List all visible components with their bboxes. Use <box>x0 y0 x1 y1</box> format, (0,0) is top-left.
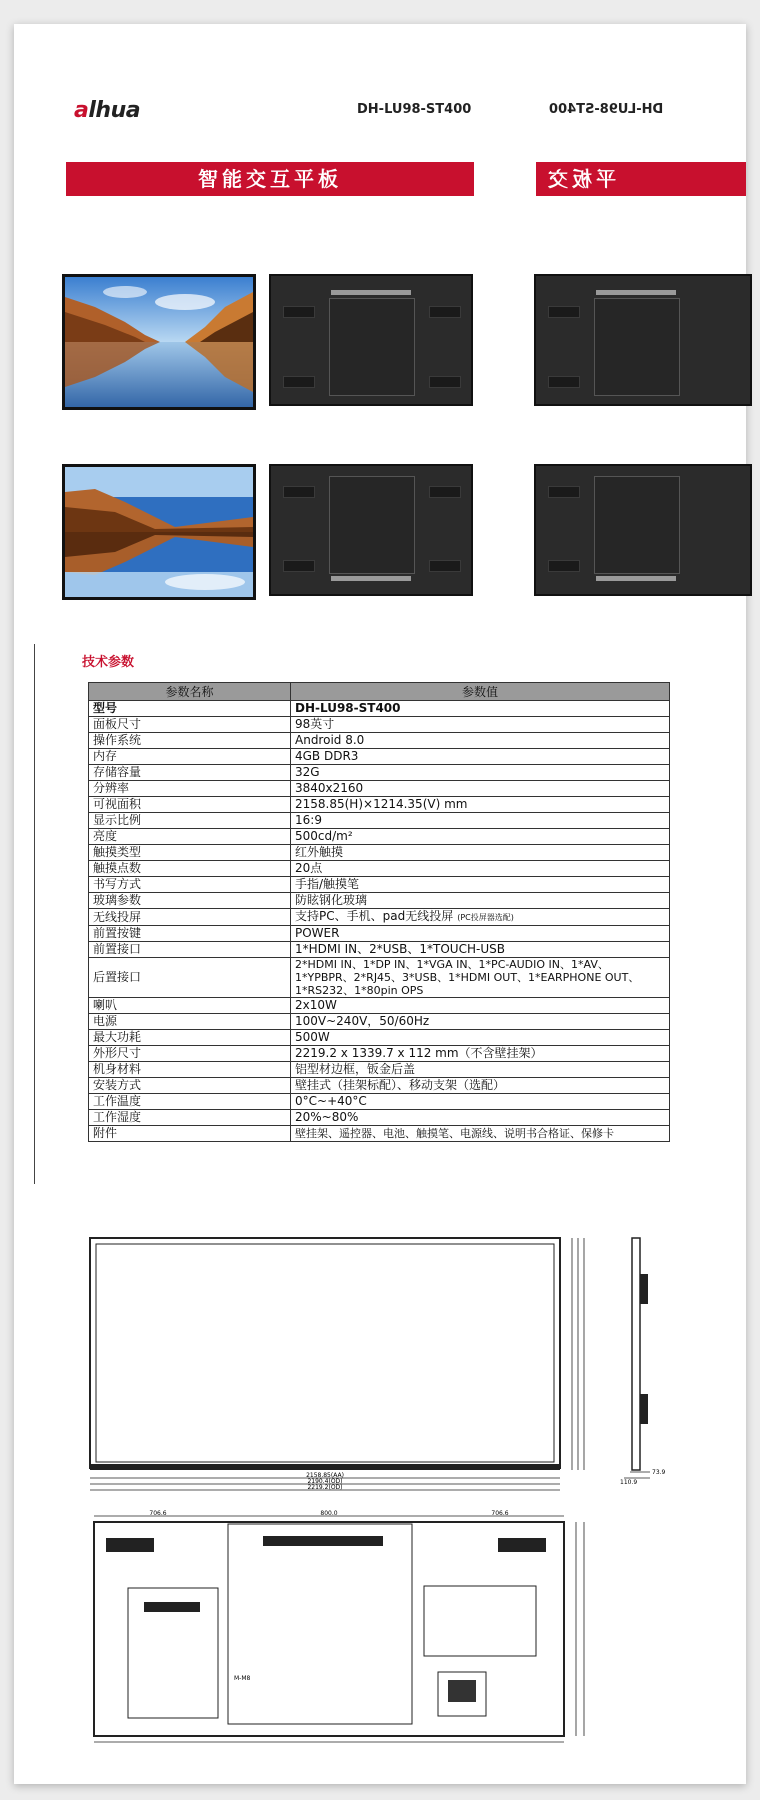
back-view-photo-mirrored-1 <box>534 274 752 406</box>
spec-row <box>89 877 670 893</box>
spec-param-value <box>291 893 670 909</box>
spec-row <box>89 1046 670 1062</box>
spec-param-value <box>291 701 670 717</box>
spec-param-value-text: 20%~80% <box>295 1110 359 1124</box>
spec-param-value-text: 100V~240V，50/60Hz <box>295 1014 430 1028</box>
spec-row <box>89 1110 670 1126</box>
spec-param-value <box>291 797 670 813</box>
spec-param-value <box>291 749 670 765</box>
back-top-dim-1: 706.6 <box>149 1510 167 1517</box>
back-view-photo-2 <box>269 464 473 596</box>
spec-table <box>88 682 670 1142</box>
spec-row <box>89 717 670 733</box>
spec-param-value-text: 防眩钢化玻璃 <box>295 893 368 907</box>
spec-param-value <box>291 942 670 958</box>
spec-param-name: 电源 <box>89 1014 291 1030</box>
back-view-photo-1 <box>269 274 473 406</box>
spec-param-value <box>291 861 670 877</box>
back-label: M-M8 <box>234 1675 251 1682</box>
spec-param-value <box>291 926 670 942</box>
back-top-dim-3: 706.6 <box>491 1510 509 1517</box>
spec-row <box>89 893 670 909</box>
spec-param-name: 无线投屏 <box>89 909 291 926</box>
spec-param-name: 后置接口 <box>89 958 291 998</box>
model-title: DH-LU98-ST400 <box>357 102 472 117</box>
spec-row <box>89 829 670 845</box>
spec-param-name: 机身材料 <box>89 1062 291 1078</box>
datasheet-page <box>14 24 746 1784</box>
lake-reflection-image <box>65 467 253 597</box>
spec-row <box>89 1094 670 1110</box>
spec-param-value-text: 2x10W <box>295 998 337 1012</box>
back-vent <box>548 306 580 318</box>
back-top-strip <box>331 290 411 295</box>
back-top-strip <box>596 290 676 295</box>
spec-param-value <box>291 998 670 1014</box>
spec-param-value-text: 1*HDMI IN、2*USB、1*TOUCH-USB <box>295 942 505 956</box>
spec-param-value <box>291 765 670 781</box>
spec-param-value-text: 32G <box>295 765 320 779</box>
col-header-name: 参数名称 <box>89 683 291 701</box>
spec-param-name: 内存 <box>89 749 291 765</box>
spec-param-name: 存储容量 <box>89 765 291 781</box>
lake-landscape-image <box>65 277 253 407</box>
spec-row <box>89 998 670 1014</box>
spec-param-value <box>291 733 670 749</box>
back-vent <box>429 306 461 318</box>
spec-param-value-text: 3840x2160 <box>295 781 364 795</box>
spec-param-value-text: 2158.85(H)×1214.35(V) mm <box>295 797 468 811</box>
spec-row <box>89 797 670 813</box>
spec-param-value-text: 红外触摸 <box>295 845 344 859</box>
spec-row <box>89 1030 670 1046</box>
spec-param-value <box>291 1110 670 1126</box>
product-banner: 智能交互平板 <box>66 162 474 196</box>
spec-param-value <box>291 813 670 829</box>
spec-param-name: 操作系统 <box>89 733 291 749</box>
front-dimension-drawing <box>84 1234 684 1494</box>
spec-param-value-text: 2*HDMI IN、1*DP IN、1*VGA IN、1*PC-AUDIO IN、1*AV、1*YPBPR、2*RJ45、3*USB、1*HDMI OUT、1*EARPHONE OUT、1*RS232、1*80pin OPS <box>295 958 640 997</box>
spec-param-name: 面板尺寸 <box>89 717 291 733</box>
spec-row <box>89 942 670 958</box>
back-vent <box>283 306 315 318</box>
spec-param-note: (PC投屏器选配) <box>457 913 514 922</box>
back-view-photo-mirrored-2 <box>534 464 752 596</box>
col-header-value: 参数值 <box>291 683 670 701</box>
back-vent <box>429 486 461 498</box>
spec-table-header <box>89 683 670 701</box>
spec-param-value <box>291 1046 670 1062</box>
spec-row <box>89 749 670 765</box>
back-bottom-strip <box>596 576 676 581</box>
spec-param-name: 附件 <box>89 1126 291 1142</box>
spec-row <box>89 733 670 749</box>
front-dim-od1: 2190.4(OD) <box>307 1478 343 1485</box>
spec-row <box>89 1078 670 1094</box>
back-dimension-drawing <box>88 1510 608 1756</box>
spec-param-name: 外形尺寸 <box>89 1046 291 1062</box>
spec-param-value <box>291 1078 670 1094</box>
spec-param-value <box>291 845 670 861</box>
spec-param-name: 型号 <box>89 701 291 717</box>
spec-row <box>89 781 670 797</box>
spec-row <box>89 845 670 861</box>
spec-row <box>89 813 670 829</box>
spec-param-name: 亮度 <box>89 829 291 845</box>
back-vent <box>429 376 461 388</box>
spec-table-body <box>89 701 670 1142</box>
spec-row <box>89 1126 670 1142</box>
back-center-panel <box>329 476 415 574</box>
back-vent <box>283 376 315 388</box>
spec-param-value <box>291 781 670 797</box>
spec-param-value-text: Android 8.0 <box>295 733 365 747</box>
spec-param-value-text: 壁挂式（挂架标配）、移动支架（选配） <box>295 1078 506 1092</box>
spec-param-name: 玻璃参数 <box>89 893 291 909</box>
spec-param-name: 分辨率 <box>89 781 291 797</box>
spec-row <box>89 1014 670 1030</box>
model-title-mirrored-text: DH-LU98-ST400 <box>549 102 664 117</box>
spec-row <box>89 765 670 781</box>
spec-param-value <box>291 1094 670 1110</box>
spec-row <box>89 701 670 717</box>
spec-param-name: 触摸类型 <box>89 845 291 861</box>
spec-param-name: 工作湿度 <box>89 1110 291 1126</box>
spec-param-value-text: 98英寸 <box>295 717 335 731</box>
back-bottom-strip <box>331 576 411 581</box>
spec-param-name: 安装方式 <box>89 1078 291 1094</box>
spec-param-name: 前置按键 <box>89 926 291 942</box>
back-center-panel <box>329 298 415 396</box>
side-dim-1: 73.9 <box>652 1469 666 1476</box>
spec-param-value-text: 16:9 <box>295 813 322 827</box>
spec-param-value <box>291 1126 670 1142</box>
back-vent <box>429 560 461 572</box>
back-vent <box>548 486 580 498</box>
spec-param-value-text: 4GB DDR3 <box>295 749 359 763</box>
spec-param-value-text: POWER <box>295 926 340 940</box>
spec-row <box>89 958 670 998</box>
back-vent <box>548 376 580 388</box>
spec-param-value-text: 500W <box>295 1030 330 1044</box>
model-title-mirrored <box>549 102 663 117</box>
spec-param-name: 前置接口 <box>89 942 291 958</box>
spec-param-value-text: 0°C~+40°C <box>295 1094 367 1108</box>
spec-param-name: 工作温度 <box>89 1094 291 1110</box>
margin-rule <box>34 644 35 1184</box>
spec-row <box>89 926 670 942</box>
back-vent <box>283 486 315 498</box>
back-center-panel <box>594 298 680 396</box>
spec-param-value-text: 铝型材边框，钣金后盖 <box>295 1062 416 1076</box>
side-dim-2: 110.9 <box>620 1479 638 1486</box>
back-top-dim-2: 800.0 <box>320 1510 338 1517</box>
brand-logo: alhua <box>74 98 141 123</box>
front-dim-od2: 2219.2(OD) <box>307 1484 343 1491</box>
spec-row <box>89 909 670 926</box>
spec-param-value <box>291 877 670 893</box>
spec-row <box>89 1062 670 1078</box>
back-vent <box>548 560 580 572</box>
spec-param-name: 触摸点数 <box>89 861 291 877</box>
spec-param-value <box>291 717 670 733</box>
spec-param-value <box>291 909 670 926</box>
spec-param-value <box>291 1030 670 1046</box>
back-center-panel <box>594 476 680 574</box>
spec-param-value <box>291 1062 670 1078</box>
spec-param-value-text: 支持PC、手机、pad无线投屏 <box>295 909 454 923</box>
front-dim-aa: 2158.85(AA) <box>306 1472 344 1479</box>
spec-param-value-text: 壁挂架、遥控器、电池、触摸笔、电源线、说明书合格证、保修卡 <box>295 1127 614 1140</box>
front-view-photo-2 <box>62 464 256 600</box>
spec-param-name: 显示比例 <box>89 813 291 829</box>
spec-param-value <box>291 1014 670 1030</box>
spec-param-name: 最大功耗 <box>89 1030 291 1046</box>
spec-param-name: 可视面积 <box>89 797 291 813</box>
spec-param-value-text: 手指/触摸笔 <box>295 877 360 891</box>
spec-row <box>89 861 670 877</box>
spec-param-value-text: 20点 <box>295 861 323 875</box>
product-banner-mirrored <box>536 162 746 225</box>
product-banner-mirrored-text: 平板交互 <box>544 167 616 225</box>
front-view-photo-1 <box>62 274 256 410</box>
spec-param-value <box>291 958 670 998</box>
spec-param-value-text: 2219.2 x 1339.7 x 112 mm（不含壁挂架） <box>295 1046 543 1060</box>
spec-param-name: 喇叭 <box>89 998 291 1014</box>
spec-param-value-text: DH-LU98-ST400 <box>295 701 401 715</box>
spec-param-value <box>291 829 670 845</box>
spec-section-title: 技术参数 <box>82 655 135 670</box>
spec-param-name: 书写方式 <box>89 877 291 893</box>
spec-param-value-text: 500cd/m² <box>295 829 353 843</box>
back-vent <box>283 560 315 572</box>
